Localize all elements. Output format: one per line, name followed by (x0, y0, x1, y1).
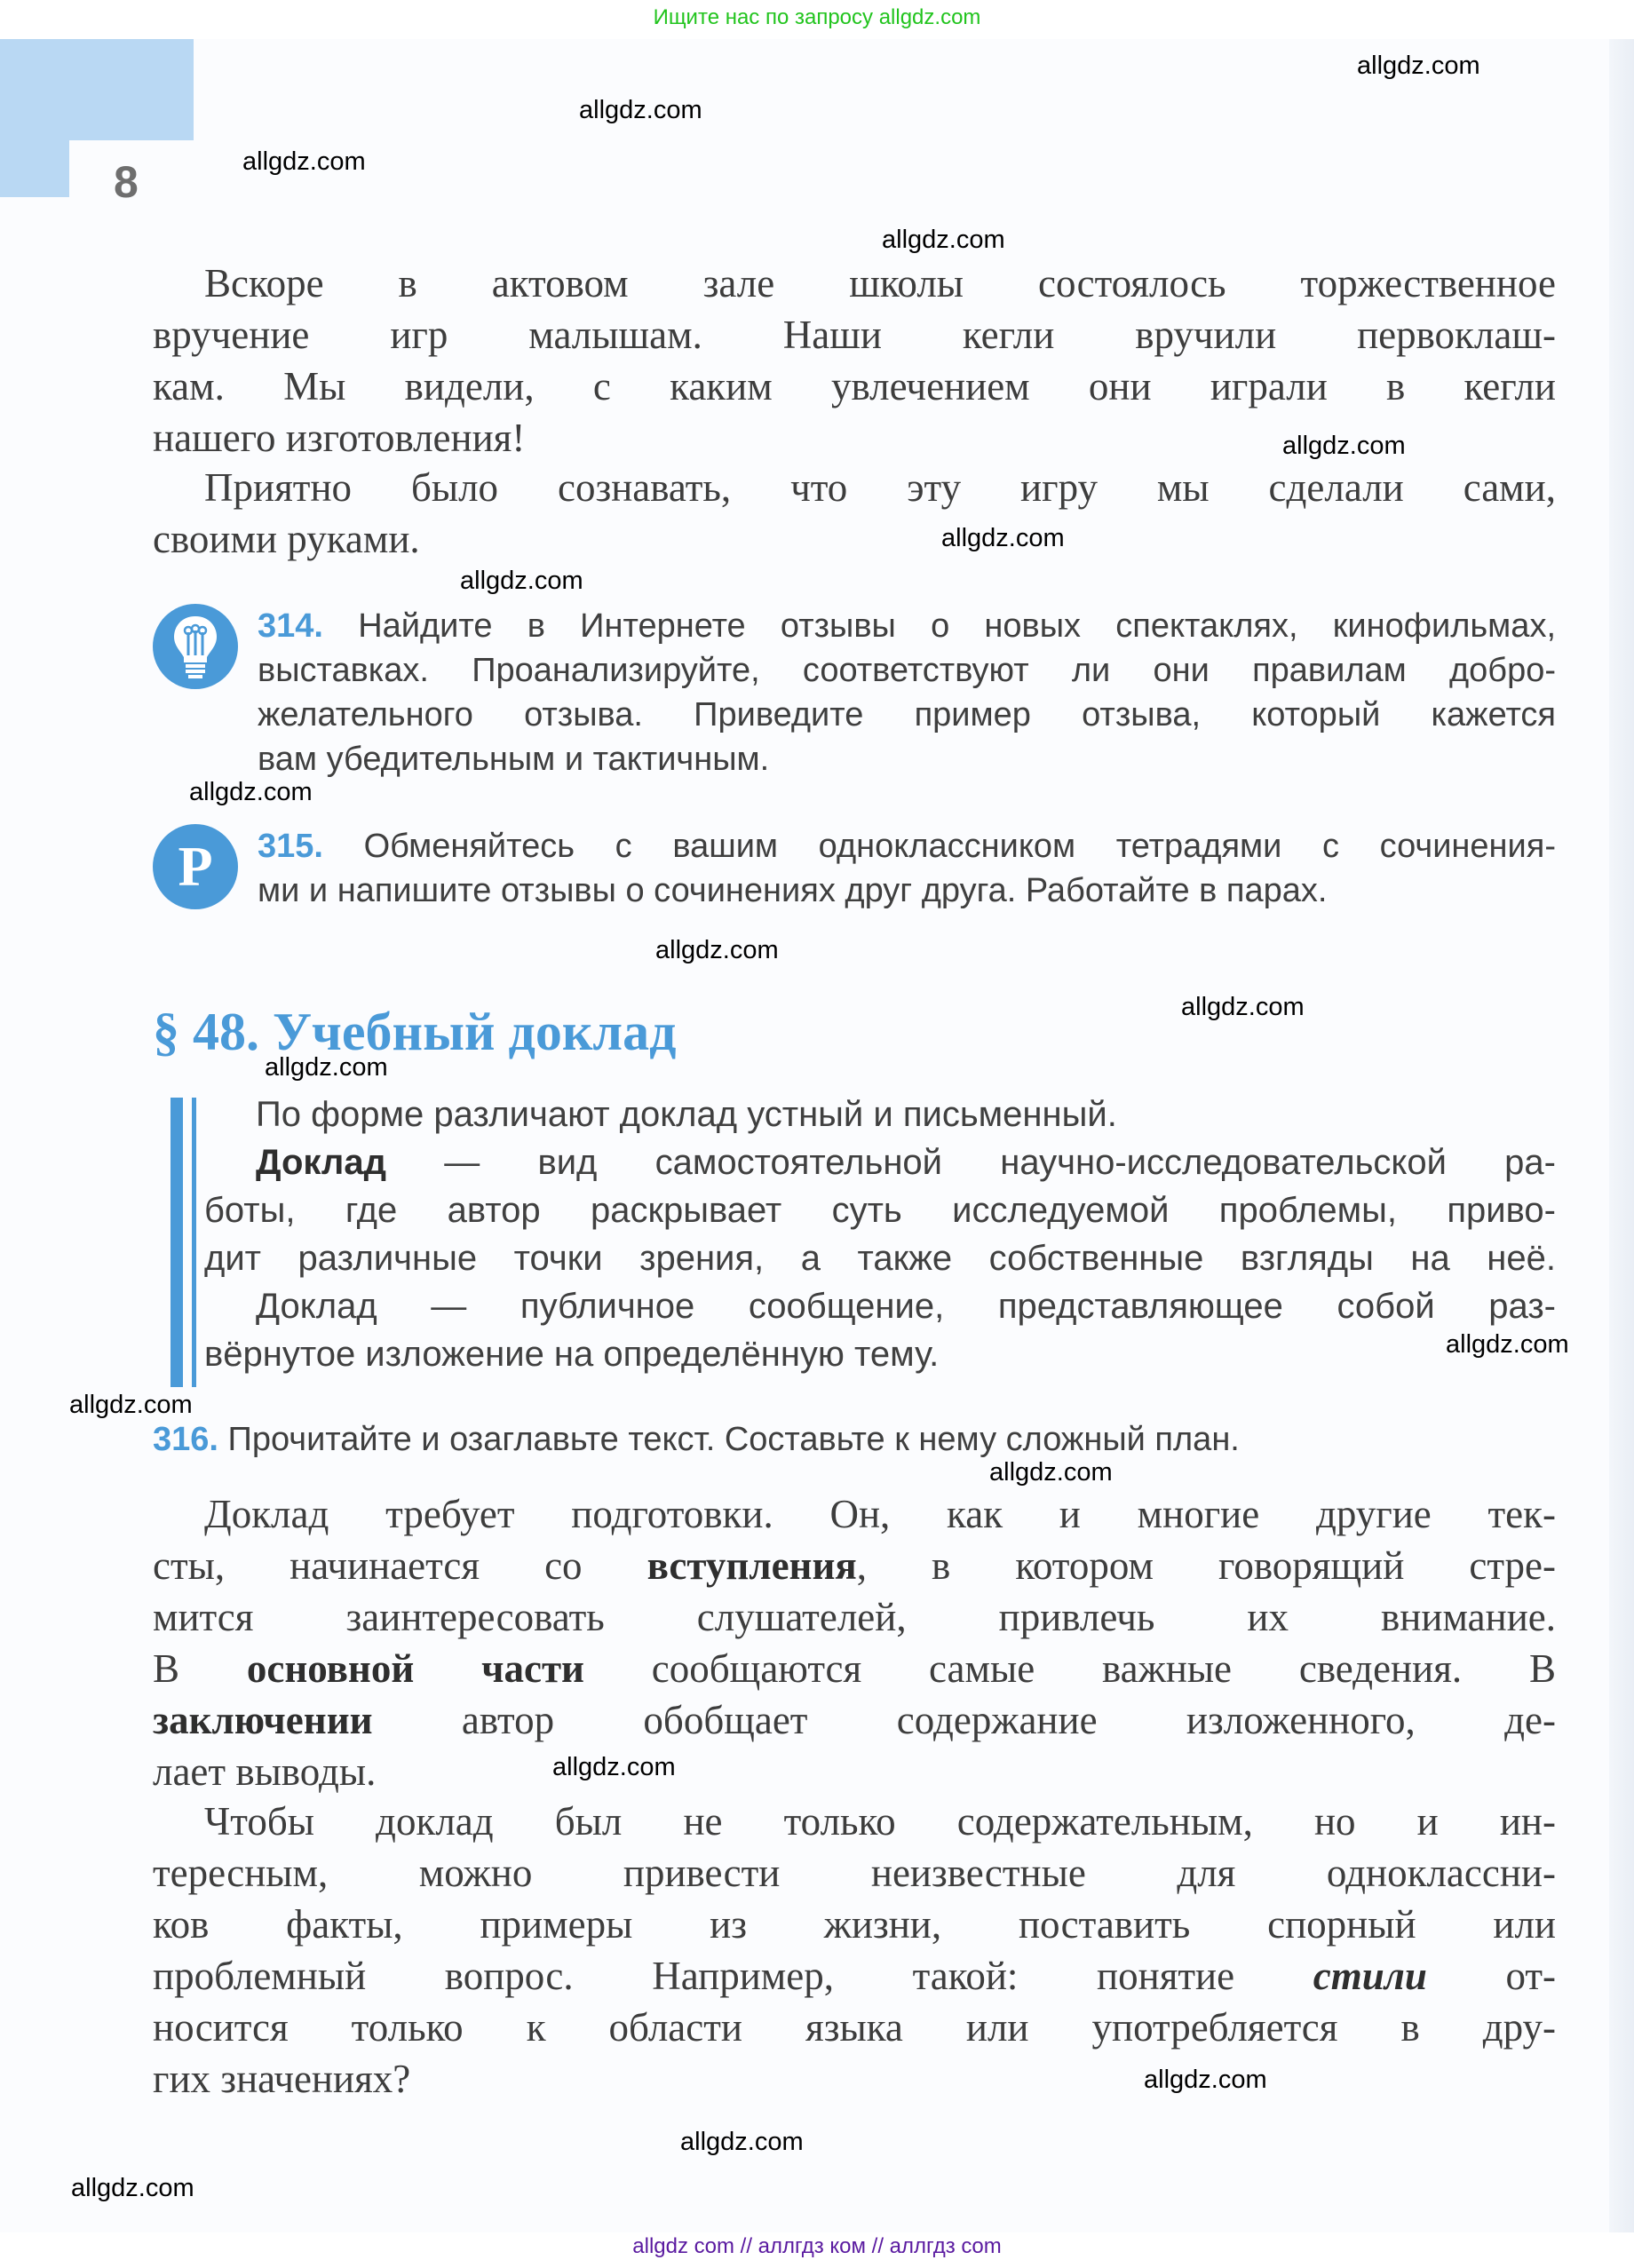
watermark-text: allgdz.com (1357, 52, 1480, 80)
text-line: кам. Мы видели, с каким увлечением они играли в кегли (153, 364, 1556, 408)
definition-rule-thick (171, 1098, 183, 1387)
text-line: носится только к области языка или употребляется в дру- (153, 2005, 1556, 2050)
definition-line: дит различные точки зрения, а также собственные взгляды на неё. (204, 1239, 1556, 1278)
text-line: ков факты, примеры из жизни, поставить спорный или (153, 1902, 1556, 1947)
text-line: своими руками. (153, 517, 420, 561)
definition-rule-thin (192, 1098, 196, 1387)
task-text: Найдите в Интернете отзывы о новых спектаклях, кинофильмах, (358, 607, 1556, 645)
text-line: Приятно было сознавать, что эту игру мы сделали сами, (204, 465, 1556, 510)
task-text-line (258, 824, 1556, 868)
watermark-text: allgdz.com (989, 1458, 1113, 1487)
term-main-part: основной части (246, 1646, 584, 1691)
text-line: нашего изготовления! (153, 416, 526, 460)
page-edge-shadow (1609, 39, 1634, 2232)
task-number: 314. (258, 607, 323, 645)
definition-line: вёрнутое изложение на определённую тему. (204, 1335, 940, 1374)
text-line: лает выводы. (153, 1749, 377, 1794)
definition-line: боты, где автор раскрывает суть исследуемой проблемы, приво- (204, 1191, 1556, 1230)
task-text: Прочитайте и озаглавьте текст. Составьте к нему сложный план. (227, 1421, 1240, 1458)
text-line: сты, начинается со вступления, в котором говорящий стре- (153, 1543, 1556, 1588)
task-text-line: выставках. Проанализируйте, соответствуют ли они правилам добро- (258, 652, 1556, 689)
watermark-text: allgdz.com (189, 778, 313, 806)
definition-line: По форме различают доклад устный и письменный. (256, 1095, 1117, 1134)
page-number: 8 (114, 157, 139, 207)
text-line: Доклад требует подготовки. Он, как и многие другие тек- (204, 1492, 1556, 1536)
top-promo-banner: Ищите нас по запросу allgdz.com (653, 5, 981, 29)
text-line: гих значениях? (153, 2057, 411, 2101)
task-number: 316. (153, 1421, 218, 1458)
text-line: Вскоре в актовом зале школы состоялось торжественное (204, 261, 1556, 305)
term-conclusion: заключении (153, 1698, 373, 1742)
term-styles: стили (1313, 1954, 1427, 1998)
watermark-text: allgdz.com (69, 1391, 193, 1419)
task-text-line: желательного отзыва. Приведите пример отзыва, который кажется (258, 696, 1556, 734)
term-introduction: вступления (646, 1543, 857, 1588)
watermark-text: allgdz.com (882, 226, 1005, 254)
page-corner-decoration-tab (0, 140, 69, 197)
definition-text (204, 1090, 1556, 1378)
body-paragraph-1 (153, 1488, 1556, 1797)
watermark-text: allgdz.com (460, 567, 583, 595)
page-corner-decoration (0, 39, 194, 140)
lightbulb-icon (153, 604, 238, 689)
body-paragraph-2 (153, 1796, 1556, 2105)
watermark-text: allgdz.com (1144, 2066, 1267, 2094)
watermark-text: allgdz.com (242, 147, 366, 176)
task-315 (258, 824, 1556, 913)
task-text-line: вам убедительным и тактичным. (258, 741, 770, 778)
watermark-text: allgdz.com (941, 524, 1065, 552)
watermark-text: allgdz.com (579, 96, 702, 124)
task-text-line (258, 604, 1556, 648)
definition-line: Доклад — публичное сообщение, представляющее собой раз- (256, 1287, 1556, 1326)
letter-p-glyph: P (178, 835, 213, 898)
text-line: заключении автор обобщает содержание изложенного, де- (153, 1698, 1556, 1742)
text-line: В основной части сообщаются самые важные сведения. В (153, 1646, 1556, 1691)
task-314 (258, 604, 1556, 781)
text-line: Чтобы доклад был не только содержательным, но и ин- (204, 1799, 1556, 1844)
task-number: 315. (258, 828, 323, 865)
text-line: вручение игр малышам. Наши кегли вручили первоклаш- (153, 313, 1556, 357)
text-line: тересным, можно привести неизвестные для одноклассни- (153, 1851, 1556, 1895)
letter-p-icon (153, 824, 238, 909)
watermark-text: allgdz.com (552, 1753, 676, 1781)
watermark-text: allgdz.com (265, 1053, 388, 1082)
watermark-text: allgdz.com (655, 936, 779, 964)
definition-line (204, 1138, 1556, 1186)
watermark-text: allgdz.com (1446, 1330, 1569, 1359)
definition-block (153, 1090, 1556, 1387)
bottom-promo-banner: allgdz com // аллгдз ком // аллгдз com (632, 2234, 1002, 2258)
watermark-text: allgdz.com (1282, 432, 1406, 460)
watermark-text: allgdz.com (1181, 993, 1305, 1021)
definition-text-span: — вид самостоятельной научно-исследовательской ра- (385, 1143, 1556, 1182)
task-text-line: ми и напишите отзывы о сочинениях друг друга. Работайте в парах. (258, 872, 1328, 909)
term-doklad: Доклад (256, 1143, 386, 1182)
watermark-text: allgdz.com (680, 2128, 804, 2156)
section-title: § 48. Учебный доклад (153, 1003, 677, 1061)
watermark-text: allgdz.com (71, 2174, 194, 2202)
task-text: Обменяйтесь с вашим одноклассником тетрадями с сочинения- (363, 828, 1556, 865)
text-line: мится заинтересовать слушателей, привлечь их внимание. (153, 1595, 1556, 1639)
task-316 (153, 1421, 1240, 1459)
text-line: проблемный вопрос. Например, такой: понятие стили от- (153, 1954, 1557, 1998)
intro-paragraph-2 (153, 462, 1556, 565)
